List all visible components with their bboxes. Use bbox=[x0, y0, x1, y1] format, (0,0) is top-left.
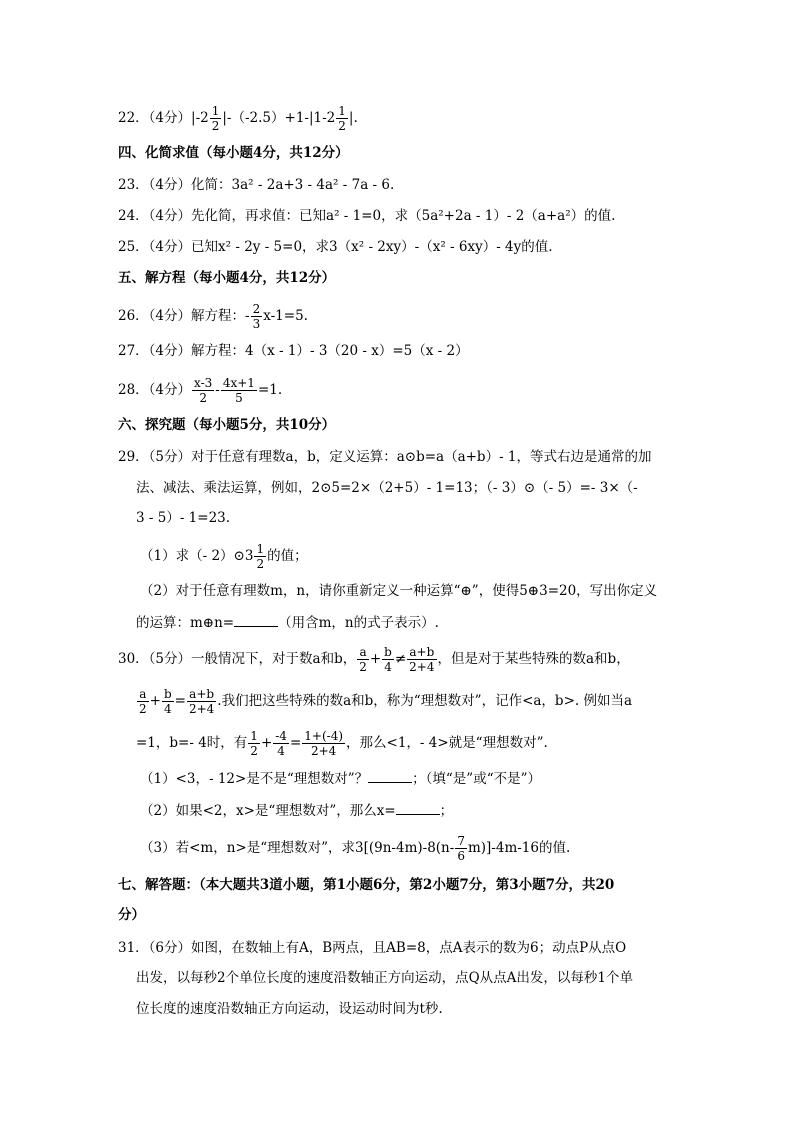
fraction: $\frac{1}{2}$ bbox=[338, 104, 346, 133]
question-29-part-2-line-2: 的运算：m⊕n= （用含m，n的式子表示）. bbox=[136, 612, 439, 633]
answer-blank bbox=[234, 612, 278, 627]
fraction: $\frac{a}{2}$ bbox=[139, 687, 147, 716]
question-29-line-3: 3 - 5）- 1=23. bbox=[136, 510, 231, 526]
question-27: 27．（4分）解方程：4（x - 1）- 3（20 - x）=5（x - 2） bbox=[118, 343, 469, 359]
fraction: $\frac{4x+1}{5}$ bbox=[222, 376, 255, 405]
question-30-part-1: （1）<3，- 12>是不是“理想数对”？ ；（填“是”或“不是”） bbox=[140, 768, 541, 789]
fraction: $\frac{1}{2}$ bbox=[256, 542, 265, 571]
fraction: $\frac{1+(-4)}{2+4}$ bbox=[304, 729, 344, 758]
question-30-part-3: （3）若<m，n>是“理想数对”，求3[(9n-4m)-8(n- $\frac{7}{6}$ m)]-4m-16的值. bbox=[140, 834, 571, 863]
section-heading-4: 四、化简求值（每小题4分，共12分） bbox=[118, 145, 349, 161]
question-25: 25．（4分）已知x² - 2y - 5=0，求3（x² - 2xy）-（x² - 6xy）- 4y的值. bbox=[118, 239, 553, 255]
fraction: $\frac{1}{2}$ bbox=[250, 729, 258, 758]
question-30-line-2: $\frac{a}{2}$ + $\frac{b}{4}$ = $\frac{a+b}{2+4}$ .我们把这些特殊的数a和b，称为“理想数对”，记作<a，b>. 例如当a bbox=[139, 687, 633, 716]
fraction: $\frac{a+b}{2+4}$ bbox=[188, 687, 215, 716]
answer-blank bbox=[396, 800, 440, 815]
section-heading-7-line-1: 七、解答题：（本大题共3道小题，第1小题6分，第2小题7分，第3小题7分，共20 bbox=[118, 877, 615, 893]
question-24: 24．（4分）先化简，再求值：已知a² - 1=0，求（5a²+2a - 1）- 2（a+a²）的值. bbox=[118, 208, 616, 224]
fraction: $\frac{1}{2}$ bbox=[211, 104, 220, 133]
question-22: 22．（4分）|-2 $\frac{1}{2}$ |-（-2.5）+1-|1-2 $\frac{1}{2}$ |. bbox=[118, 104, 358, 133]
fraction: $\frac{b}{4}$ bbox=[384, 645, 392, 674]
question-31-line-1: 31．（6分）如图，在数轴上有A，B两点，且AB=8，点A表示的数为6；动点P从点O bbox=[118, 940, 627, 956]
section-heading-7-line-2: 分） bbox=[118, 907, 145, 923]
question-29-line-1: 29．（5分）对于任意有理数a，b，定义运算：a⊙b=a（a+b）- 1，等式右边是通常的加 bbox=[118, 449, 652, 465]
fraction: $\frac{2}{3}$ bbox=[252, 302, 261, 331]
question-26: 26．（4分）解方程：- $\frac{2}{3}$ x-1=5. bbox=[118, 302, 308, 331]
question-30-part-2: （2）如果<2，x>是“理想数对”，那么x= ； bbox=[140, 800, 453, 821]
question-31-line-2: 出发，以每秒2个单位长度的速度沿数轴正方向运动，点Q从点A出发，以每秒1个单 bbox=[136, 970, 633, 986]
section-heading-6: 六、探究题（每小题5分，共10分） bbox=[118, 417, 336, 433]
fraction: $\frac{b}{4}$ bbox=[163, 687, 172, 716]
question-30-line-1: 30．（5分）一般情况下，对于数a和b， $\frac{a}{2}$ + $\frac{b}{4}$ ≠ $\frac{a+b}{2+4}$ ，但是对于某些特殊的数a和b， bbox=[118, 645, 630, 674]
question-30-line-3: =1，b=- 4时，有 $\frac{1}{2}$ + $\frac{-4}{4}$ = $\frac{1+(-4)}{2+4}$ ，那么<1，- 4>就是“理想数对”. bbox=[136, 729, 548, 758]
question-28: 28．（4分） $\frac{x-3}{2}$ - $\frac{4x+1}{5}$ =1. bbox=[118, 376, 283, 405]
question-29-part-2-line-1: （2）对于任意有理数m，n，请你重新定义一种运算“⊕”，使得5⊕3=20，写出你定义 bbox=[140, 583, 658, 599]
question-31-line-3: 位长度的速度沿数轴正方向运动，设运动时间为t秒. bbox=[136, 1001, 443, 1017]
question-29-part-1: （1）求（- 2）⊙3 $\frac{1}{2}$ 的值； bbox=[140, 542, 308, 571]
section-heading-5: 五、解方程（每小题4分，共12分） bbox=[118, 270, 336, 286]
fraction: $\frac{-4}{4}$ bbox=[275, 729, 287, 758]
fraction: $\frac{7}{6}$ bbox=[457, 834, 465, 863]
question-29-line-2: 法、减法、乘法运算，例如，2⊙5=2×（2+5）- 1=13；（- 3）⊙（- 5）=- 3×（- bbox=[136, 480, 638, 496]
fraction: $\frac{a}{2}$ bbox=[359, 645, 367, 674]
fraction: $\frac{a+b}{2+4}$ bbox=[409, 645, 435, 674]
fraction: $\frac{x-3}{2}$ bbox=[194, 376, 213, 405]
answer-blank bbox=[368, 768, 412, 783]
question-23: 23．（4分）化简：3a² - 2a+3 - 4a² - 7a - 6. bbox=[118, 177, 395, 193]
